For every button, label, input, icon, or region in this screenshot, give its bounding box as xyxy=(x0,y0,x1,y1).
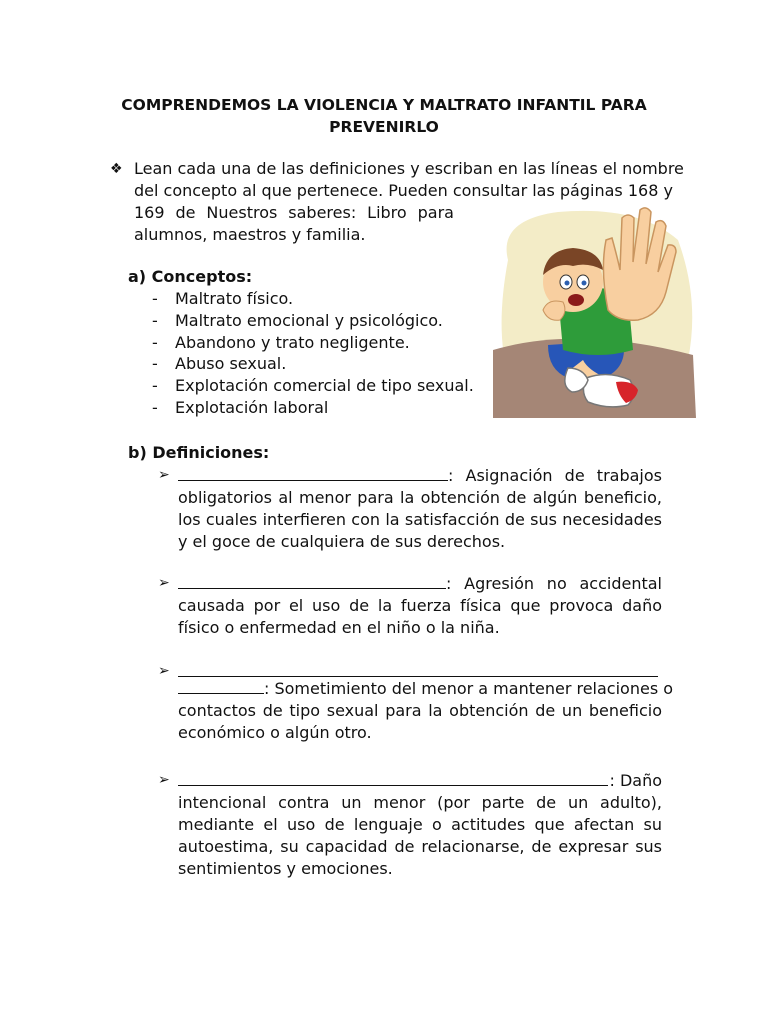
instruction-line-1: Lean cada una de las definiciones y escriban en las líneas el nombre xyxy=(134,159,684,178)
answer-blank[interactable] xyxy=(178,572,446,589)
concept-label: Maltrato emocional y psicológico. xyxy=(175,310,443,330)
instruction-word: 169 xyxy=(134,203,165,222)
list-item: - Maltrato emocional y psicológico. xyxy=(152,310,443,330)
definition-item xyxy=(158,660,674,744)
instruction-word: Libro xyxy=(367,203,407,222)
definition-item xyxy=(158,572,662,639)
instruction-word: para xyxy=(417,203,454,222)
definition-lead: : Agresión no accidental xyxy=(446,574,662,593)
arrow-bullet-icon: ➢ xyxy=(158,575,170,591)
definition-text: intencional contra un menor (por parte de un adulto), mediante el uso de lenguaje o actitudes que afectan su autoestima, su capacidad de relacionarse, de expresar sus sentimientos y emociones. xyxy=(178,793,662,878)
answer-blank[interactable] xyxy=(178,660,658,677)
definition-lead: : Sometimiento del menor a mantener relaciones o xyxy=(264,679,674,698)
arrow-bullet-icon: ➢ xyxy=(158,663,170,679)
list-item: - Abuso sexual. xyxy=(152,354,287,374)
title-line-1: COMPRENDEMOS LA VIOLENCIA Y MALTRATO INFANTIL PARA xyxy=(121,96,647,114)
concepts-heading: a) Conceptos: xyxy=(128,267,253,286)
arrow-bullet-icon: ➢ xyxy=(158,467,170,483)
definitions-heading: b) Definiciones: xyxy=(128,443,270,462)
scared-child-illustration xyxy=(488,200,698,420)
instruction-line-4: alumnos, maestros y familia. xyxy=(134,225,366,244)
arrow-bullet-icon: ➢ xyxy=(158,772,170,788)
list-item: - Explotación laboral xyxy=(152,397,329,417)
instruction-line-3 xyxy=(134,202,454,224)
instruction-word: saberes: xyxy=(288,203,357,222)
answer-blank[interactable] xyxy=(178,769,608,786)
concept-label: Abandono y trato negligente. xyxy=(175,332,410,352)
instruction-word: Nuestros xyxy=(206,203,278,222)
diamond-bullet-icon: ❖ xyxy=(110,161,123,177)
definition-text: contactos de tipo sexual para la obtención de un beneficio económico o algún otro. xyxy=(178,701,662,742)
definition-item xyxy=(158,464,662,553)
concepts-list xyxy=(150,288,490,419)
concept-label: Explotación comercial de tipo sexual. xyxy=(175,376,474,396)
concept-label: Explotación laboral xyxy=(175,397,329,417)
instruction-word: de xyxy=(175,203,196,222)
definition-item xyxy=(158,769,662,880)
concept-label: Maltrato físico. xyxy=(175,289,294,308)
list-item: - Abandono y trato negligente. xyxy=(152,332,410,352)
definition-lead: : Asignación de trabajos xyxy=(448,466,662,485)
answer-blank-continued[interactable] xyxy=(178,677,264,694)
list-item: - Maltrato físico. xyxy=(152,289,294,308)
title-line-2: PREVENIRLO xyxy=(329,118,439,136)
list-item: - Explotación comercial de tipo sexual. xyxy=(152,376,474,396)
page-title xyxy=(60,94,708,138)
definition-lead: : Daño xyxy=(609,771,662,790)
answer-blank[interactable] xyxy=(178,464,448,481)
concept-label: Abuso sexual. xyxy=(175,354,287,374)
definition-text: obligatorios al menor para la obtención de algún beneficio, los cuales interfieren con la satisfacción de sus necesidades y el goce de cualquiera de sus derechos. xyxy=(178,488,662,551)
instruction-line-2: del concepto al que pertenece. Pueden consultar las páginas 168 y xyxy=(134,181,673,200)
definition-text: causada por el uso de la fuerza física que provoca daño físico o enfermedad en el niño o la niña. xyxy=(178,596,662,637)
